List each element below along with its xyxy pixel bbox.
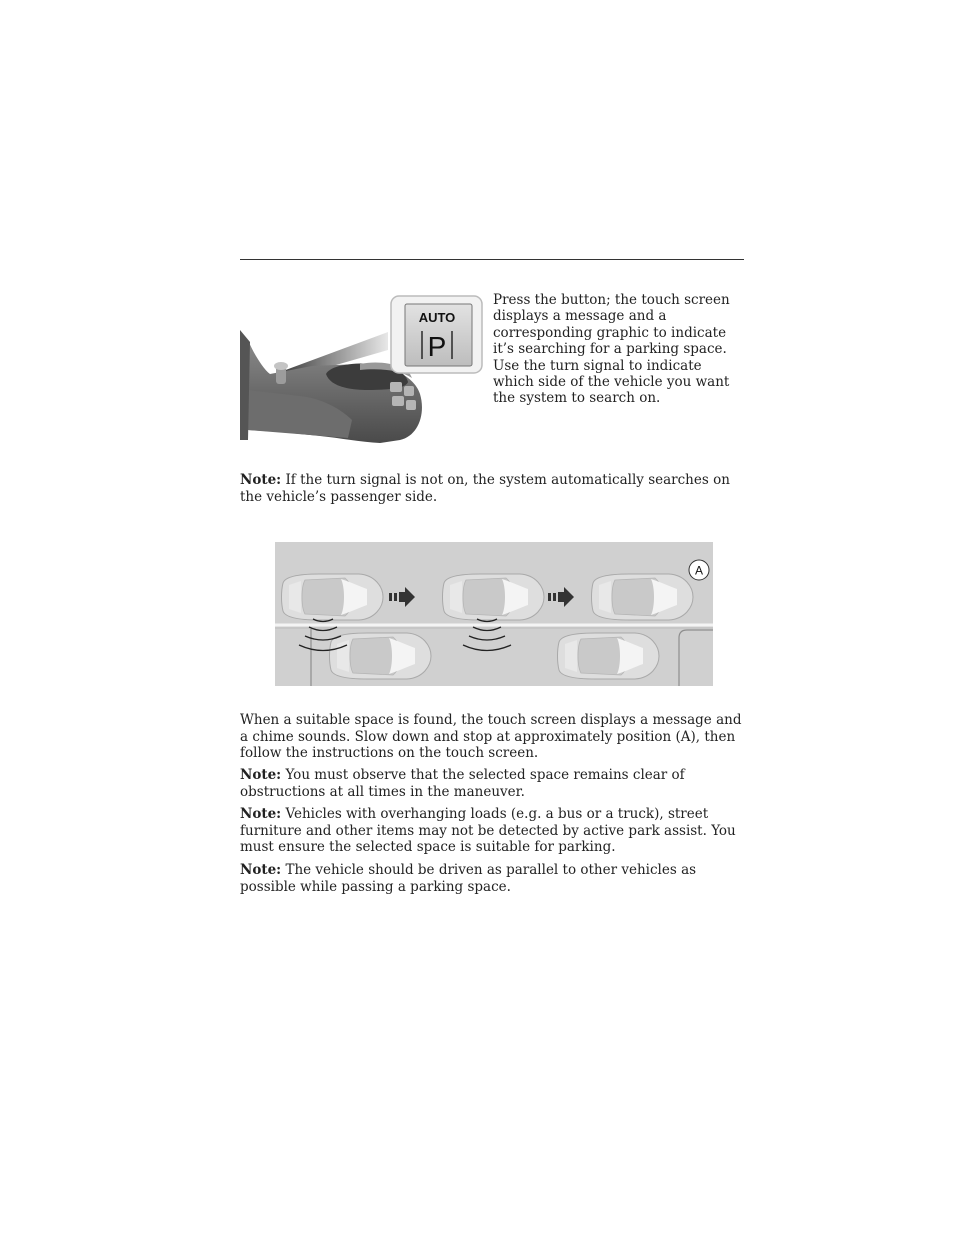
position-a-label: A <box>694 563 704 578</box>
center-console-illustration <box>240 290 485 445</box>
position-a-marker <box>689 560 709 580</box>
note-text: You must observe that the selected space remains clear of obstructions at all times in the maneuver. <box>240 767 685 800</box>
intro-paragraph: Press the button; the touch screen displays a message and a corresponding graphic to indicate it’s searching for a parking space. Use the turn signal to indicate which side of the vehicle you want the system to search on. <box>493 292 730 407</box>
note-label: Note: <box>240 862 282 878</box>
note-text: The vehicle should be driven as parallel to other vehicles as possible while passing a parking space. <box>240 862 697 895</box>
moving-car-2 <box>443 574 545 620</box>
note-parallel <box>240 862 745 895</box>
suitable-space-paragraph: When a suitable space is found, the touch screen displays a message and a chime sounds. Slow down and stop at approximately position (A), then follow the instructions on the touch screen. <box>240 712 742 762</box>
header-rule <box>240 259 744 260</box>
note-label: Note: <box>240 767 282 783</box>
note-observe <box>240 767 745 800</box>
parked-car-2 <box>558 633 660 679</box>
parking-search-diagram <box>275 542 713 686</box>
moving-car-1 <box>282 574 384 620</box>
note-overhanging-loads <box>240 806 745 856</box>
auto-button-label: AUTO <box>418 310 456 325</box>
note-label: Note: <box>240 472 282 488</box>
parked-car-1 <box>330 633 432 679</box>
note-label: Note: <box>240 806 282 822</box>
moving-car-3 <box>592 574 694 620</box>
note-text: If the turn signal is not on, the system automatically searches on the vehicle’s passenger side. <box>240 472 730 505</box>
note-turn-signal <box>240 472 745 505</box>
park-p-symbol: P <box>427 331 447 362</box>
note-text: Vehicles with overhanging loads (e.g. a bus or a truck), street furniture and other items may not be detected by active park assist. You must ensure the selected space is suitable for parking. <box>240 806 736 856</box>
